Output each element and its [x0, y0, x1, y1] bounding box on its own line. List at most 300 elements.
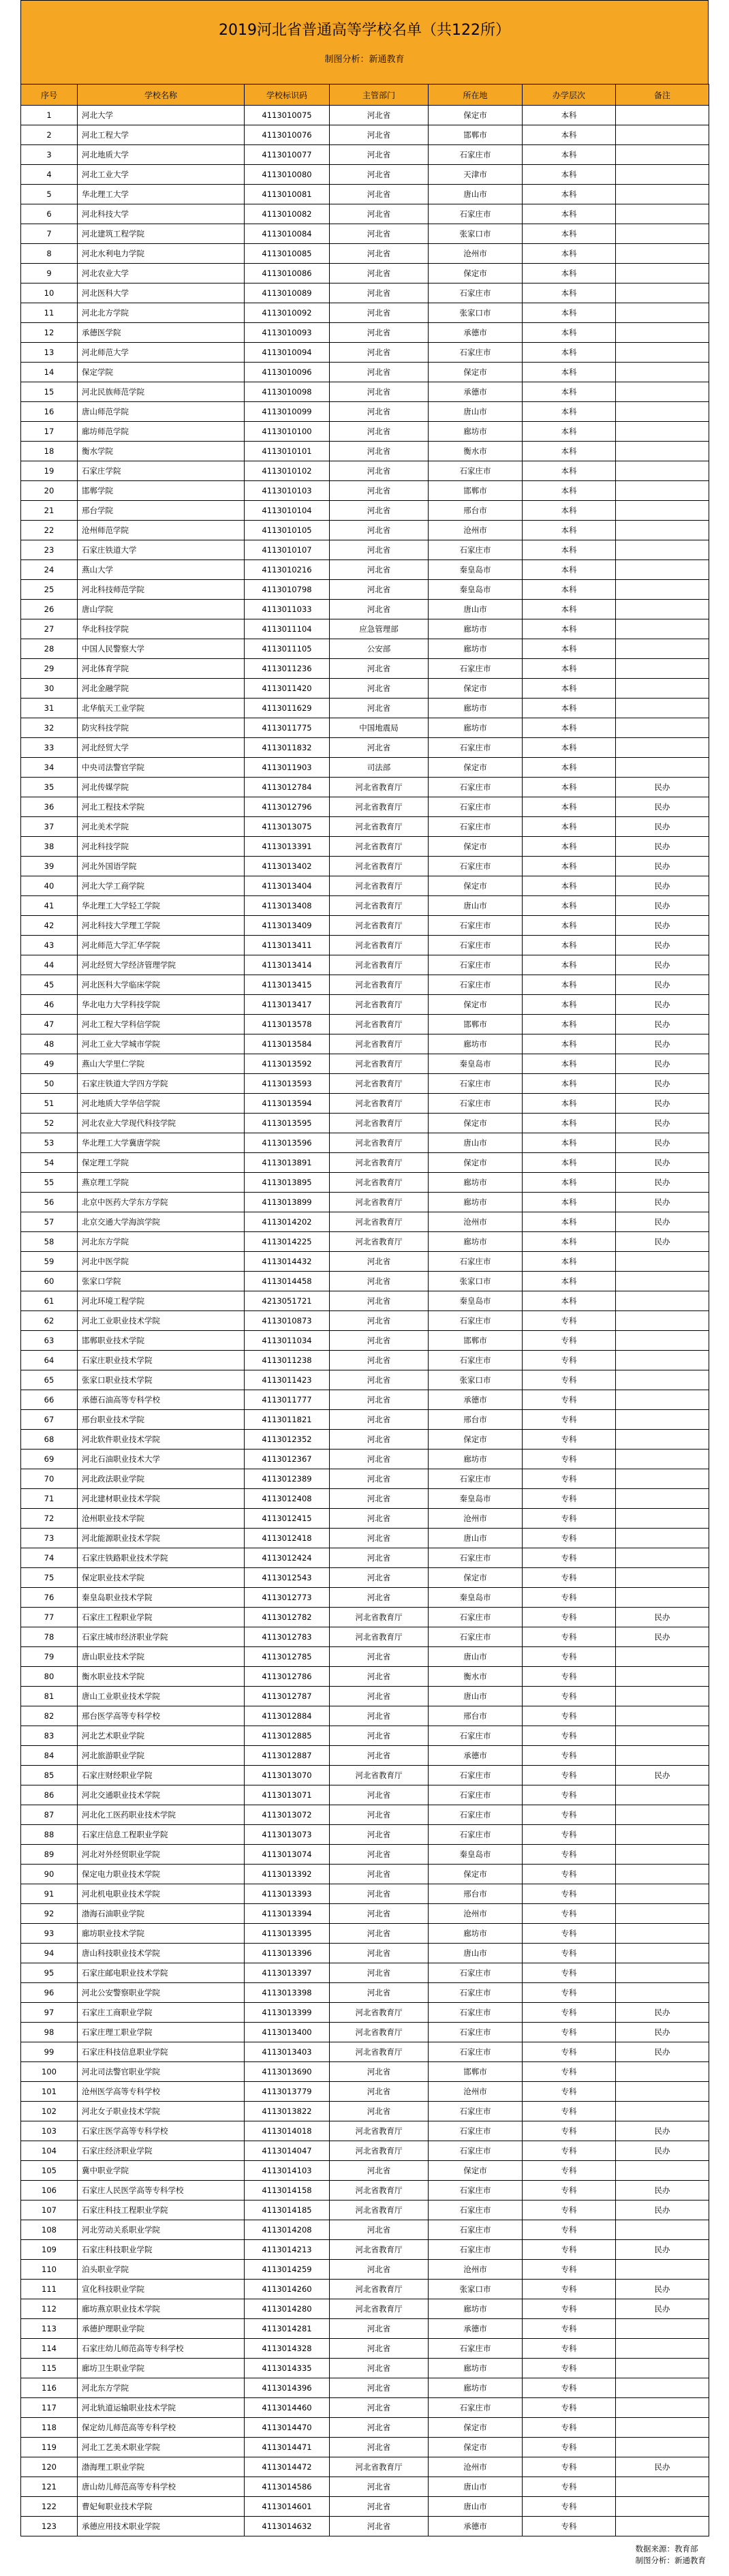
cell-department: 河北省 [330, 699, 429, 718]
cell-school-name: 河北地质大学华信学院 [78, 1094, 245, 1114]
cell-level: 专科 [523, 2023, 616, 2042]
cell-department: 河北省 [330, 165, 429, 185]
cell-department: 河北省 [330, 521, 429, 540]
cell-school-name: 燕山大学 [78, 560, 245, 580]
cell-level: 本科 [523, 264, 616, 283]
cell-department: 河北省 [330, 145, 429, 165]
table-row [21, 857, 709, 876]
cell-school-name: 承德医学院 [78, 323, 245, 343]
cell-location: 张家口市 [429, 1272, 523, 1291]
cell-index: 79 [21, 1647, 78, 1667]
cell-school-code: 4113012782 [245, 1608, 330, 1627]
cell-location: 秦皇岛市 [429, 1489, 523, 1509]
cell-remark: 民办 [616, 1074, 709, 1094]
cell-location: 张家口市 [429, 224, 523, 244]
cell-remark: 民办 [616, 1034, 709, 1054]
cell-department: 河北省教育厅 [330, 1608, 429, 1627]
cell-location: 廊坊市 [429, 1232, 523, 1252]
table-row [21, 1548, 709, 1568]
cell-school-name: 河北能源职业技术学院 [78, 1529, 245, 1548]
cell-school-name: 河北水利电力学院 [78, 244, 245, 264]
cell-department: 河北省教育厅 [330, 876, 429, 896]
cell-index: 1 [21, 106, 78, 125]
footer-analysis: 制图分析：新通教育 [635, 2556, 706, 2565]
cell-school-name: 承德应用技术职业学院 [78, 2517, 245, 2536]
table-row [21, 461, 709, 481]
cell-index: 121 [21, 2477, 78, 2497]
cell-index: 82 [21, 1706, 78, 1726]
cell-location: 石家庄市 [429, 1608, 523, 1627]
cell-school-code: 4113010082 [245, 204, 330, 224]
table-row [21, 2003, 709, 2023]
table-row [21, 718, 709, 738]
cell-index: 69 [21, 1450, 78, 1469]
cell-level: 专科 [523, 2062, 616, 2082]
cell-remark [616, 1370, 709, 1390]
cell-level: 本科 [523, 145, 616, 165]
cell-location: 保定市 [429, 363, 523, 382]
cell-department: 河北省教育厅 [330, 1173, 429, 1193]
cell-school-name: 石家庄科技职业学院 [78, 2240, 245, 2260]
cell-level: 本科 [523, 817, 616, 837]
cell-department: 河北省教育厅 [330, 1015, 429, 1034]
table-row [21, 1074, 709, 1094]
cell-department: 河北省 [330, 343, 429, 363]
table-row [21, 2201, 709, 2220]
cell-department: 河北省 [330, 679, 429, 699]
cell-department: 河北省 [330, 1430, 429, 1450]
cell-remark: 民办 [616, 2003, 709, 2023]
cell-remark [616, 639, 709, 659]
cell-location: 石家庄市 [429, 955, 523, 975]
cell-level: 本科 [523, 639, 616, 659]
cell-level: 本科 [523, 699, 616, 718]
cell-department: 河北省 [330, 1785, 429, 1805]
cell-remark [616, 1865, 709, 1884]
table-row [21, 1291, 709, 1311]
table-row [21, 1034, 709, 1054]
cell-school-code: 4113012408 [245, 1489, 330, 1509]
cell-school-name: 北京中医药大学东方学院 [78, 1193, 245, 1212]
cell-school-code: 4113014471 [245, 2438, 330, 2457]
cell-index: 90 [21, 1865, 78, 1884]
cell-level: 专科 [523, 2457, 616, 2477]
cell-level: 专科 [523, 2378, 616, 2398]
cell-location: 石家庄市 [429, 2398, 523, 2418]
cell-location: 唐山市 [429, 1133, 523, 1153]
cell-level: 专科 [523, 1904, 616, 1924]
school-table [20, 84, 709, 2536]
cell-level: 本科 [523, 1074, 616, 1094]
cell-school-code: 4113013073 [245, 1825, 330, 1845]
cell-remark [616, 718, 709, 738]
cell-school-code: 4113014280 [245, 2299, 330, 2319]
cell-department: 司法部 [330, 758, 429, 778]
cell-department: 河北省 [330, 1351, 429, 1370]
cell-school-name: 石家庄科技工程职业学院 [78, 2201, 245, 2220]
table-row [21, 1963, 709, 1983]
table-row [21, 2141, 709, 2161]
cell-index: 93 [21, 1924, 78, 1944]
cell-level: 本科 [523, 382, 616, 402]
cell-level: 专科 [523, 2141, 616, 2161]
cell-level: 本科 [523, 560, 616, 580]
cell-location: 石家庄市 [429, 975, 523, 995]
cell-department: 河北省 [330, 1370, 429, 1390]
cell-index: 73 [21, 1529, 78, 1548]
table-row [21, 1825, 709, 1845]
cell-department: 河北省 [330, 540, 429, 560]
cell-remark [616, 2339, 709, 2359]
table-row [21, 1351, 709, 1370]
cell-index: 40 [21, 876, 78, 896]
cell-school-name: 华北理工大学冀唐学院 [78, 1133, 245, 1153]
table-row [21, 778, 709, 797]
cell-location: 邢台市 [429, 501, 523, 521]
cell-level: 本科 [523, 955, 616, 975]
cell-school-name: 唐山职业技术学院 [78, 1647, 245, 1667]
cell-department: 河北省 [330, 1904, 429, 1924]
cell-department: 河北省 [330, 1311, 429, 1331]
table-row [21, 363, 709, 382]
cell-school-name: 河北大学工商学院 [78, 876, 245, 896]
cell-school-code: 4113011423 [245, 1370, 330, 1390]
cell-remark [616, 185, 709, 204]
page-subtitle: 制图分析：新通教育 [324, 54, 405, 65]
cell-school-code: 4113014281 [245, 2319, 330, 2339]
cell-department: 河北省 [330, 185, 429, 204]
cell-remark [616, 1924, 709, 1944]
cell-index: 68 [21, 1430, 78, 1450]
table-row [21, 1311, 709, 1331]
cell-location: 廊坊市 [429, 2378, 523, 2398]
cell-school-name: 中央司法警官学院 [78, 758, 245, 778]
cell-location: 承德市 [429, 382, 523, 402]
cell-index: 12 [21, 323, 78, 343]
cell-remark: 民办 [616, 936, 709, 955]
cell-index: 103 [21, 2121, 78, 2141]
cell-remark [616, 699, 709, 718]
cell-index: 96 [21, 1983, 78, 2003]
cell-location: 保定市 [429, 1153, 523, 1173]
cell-remark: 民办 [616, 975, 709, 995]
cell-school-name: 燕山大学里仁学院 [78, 1054, 245, 1074]
cell-index: 99 [21, 2042, 78, 2062]
cell-level: 本科 [523, 283, 616, 303]
cell-index: 63 [21, 1331, 78, 1351]
cell-level: 本科 [523, 224, 616, 244]
cell-level: 专科 [523, 2042, 616, 2062]
cell-department: 河北省教育厅 [330, 1766, 429, 1785]
cell-school-code: 4113014470 [245, 2418, 330, 2438]
table-row [21, 1944, 709, 1963]
cell-department: 河北省 [330, 659, 429, 679]
cell-school-name: 河北公安警察职业学院 [78, 1983, 245, 2003]
cell-department: 河北省教育厅 [330, 955, 429, 975]
cell-school-name: 石家庄工商职业学院 [78, 2003, 245, 2023]
cell-remark [616, 600, 709, 619]
cell-level: 本科 [523, 1153, 616, 1173]
cell-school-code: 4113013399 [245, 2003, 330, 2023]
cell-department: 河北省 [330, 402, 429, 422]
cell-location: 衡水市 [429, 1667, 523, 1687]
table-row [21, 2280, 709, 2299]
cell-location: 石家庄市 [429, 2181, 523, 2201]
cell-school-name: 廊坊职业技术学院 [78, 1924, 245, 1944]
cell-department: 河北省 [330, 501, 429, 521]
table-row [21, 1766, 709, 1785]
cell-department: 河北省 [330, 2260, 429, 2280]
cell-remark: 民办 [616, 2141, 709, 2161]
cell-location: 石家庄市 [429, 204, 523, 224]
cell-level: 专科 [523, 2003, 616, 2023]
cell-school-code: 4113013411 [245, 936, 330, 955]
cell-department: 河北省教育厅 [330, 778, 429, 797]
cell-school-name: 石家庄邮电职业技术学院 [78, 1963, 245, 1983]
cell-index: 32 [21, 718, 78, 738]
cell-school-name: 保定理工学院 [78, 1153, 245, 1173]
cell-index: 109 [21, 2240, 78, 2260]
table-row [21, 521, 709, 540]
table-row [21, 283, 709, 303]
table-row [21, 679, 709, 699]
cell-department: 河北省教育厅 [330, 2240, 429, 2260]
cell-school-name: 石家庄经济职业学院 [78, 2141, 245, 2161]
cell-remark [616, 204, 709, 224]
cell-level: 本科 [523, 857, 616, 876]
cell-department: 河北省 [330, 1390, 429, 1410]
cell-index: 35 [21, 778, 78, 797]
cell-index: 108 [21, 2220, 78, 2240]
cell-school-code: 4113013398 [245, 1983, 330, 2003]
cell-remark: 民办 [616, 1015, 709, 1034]
cell-school-code: 4113013779 [245, 2082, 330, 2102]
cell-level: 专科 [523, 1430, 616, 1450]
cell-remark [616, 2319, 709, 2339]
cell-school-code: 4113013408 [245, 896, 330, 916]
cell-level: 专科 [523, 1608, 616, 1627]
table-row [21, 1153, 709, 1173]
cell-index: 38 [21, 837, 78, 857]
cell-school-code: 4113013592 [245, 1054, 330, 1074]
cell-school-code: 4113013690 [245, 2062, 330, 2082]
cell-location: 唐山市 [429, 1647, 523, 1667]
cell-department: 河北省教育厅 [330, 2201, 429, 2220]
cell-school-code: 4113014185 [245, 2201, 330, 2220]
cell-remark [616, 1963, 709, 1983]
cell-department: 河北省教育厅 [330, 916, 429, 936]
cell-location: 廊坊市 [429, 1924, 523, 1944]
cell-level: 本科 [523, 580, 616, 600]
cell-index: 33 [21, 738, 78, 758]
cell-level: 本科 [523, 204, 616, 224]
cell-location: 唐山市 [429, 185, 523, 204]
cell-index: 20 [21, 481, 78, 501]
cell-level: 本科 [523, 679, 616, 699]
cell-school-code: 4113014103 [245, 2161, 330, 2181]
column-header-department: 主管部门 [330, 85, 429, 106]
table-row [21, 1667, 709, 1687]
cell-level: 专科 [523, 1924, 616, 1944]
cell-school-name: 河北传媒学院 [78, 778, 245, 797]
cell-school-name: 曹妃甸职业技术学院 [78, 2497, 245, 2517]
table-row [21, 1726, 709, 1746]
cell-location: 秦皇岛市 [429, 1291, 523, 1311]
cell-remark [616, 125, 709, 145]
cell-level: 专科 [523, 2477, 616, 2497]
cell-level: 本科 [523, 1173, 616, 1193]
cell-location: 廊坊市 [429, 1450, 523, 1469]
cell-remark [616, 2359, 709, 2378]
cell-school-code: 4113013578 [245, 1015, 330, 1034]
cell-school-name: 河北农业大学现代科技学院 [78, 1114, 245, 1133]
cell-level: 本科 [523, 1114, 616, 1133]
cell-index: 57 [21, 1212, 78, 1232]
cell-level: 本科 [523, 738, 616, 758]
cell-index: 102 [21, 2102, 78, 2121]
cell-department: 河北省 [330, 1865, 429, 1884]
cell-location: 石家庄市 [429, 916, 523, 936]
table-row [21, 955, 709, 975]
cell-location: 廊坊市 [429, 2299, 523, 2319]
cell-location: 邢台市 [429, 1706, 523, 1726]
cell-index: 65 [21, 1370, 78, 1390]
cell-school-name: 邢台学院 [78, 501, 245, 521]
cell-index: 10 [21, 283, 78, 303]
table-row [21, 145, 709, 165]
cell-remark: 民办 [616, 1608, 709, 1627]
cell-school-code: 4213051721 [245, 1291, 330, 1311]
cell-remark: 民办 [616, 817, 709, 837]
cell-location: 唐山市 [429, 2497, 523, 2517]
cell-location: 秦皇岛市 [429, 1054, 523, 1074]
cell-index: 22 [21, 521, 78, 540]
cell-location: 石家庄市 [429, 1252, 523, 1272]
cell-location: 保定市 [429, 2161, 523, 2181]
column-header-location: 所在地 [429, 85, 523, 106]
cell-location: 张家口市 [429, 303, 523, 323]
cell-level: 本科 [523, 363, 616, 382]
cell-location: 邯郸市 [429, 125, 523, 145]
cell-level: 本科 [523, 975, 616, 995]
cell-school-code: 4113014018 [245, 2121, 330, 2141]
cell-index: 7 [21, 224, 78, 244]
table-row [21, 2517, 709, 2536]
cell-index: 114 [21, 2339, 78, 2359]
cell-school-name: 河北对外经贸职业学院 [78, 1845, 245, 1865]
cell-remark [616, 422, 709, 442]
cell-location: 承德市 [429, 2319, 523, 2339]
cell-school-name: 河北工程大学 [78, 125, 245, 145]
cell-school-name: 华北理工大学 [78, 185, 245, 204]
cell-remark [616, 303, 709, 323]
cell-school-code: 4113012884 [245, 1706, 330, 1726]
cell-remark [616, 481, 709, 501]
cell-school-code: 4113012786 [245, 1667, 330, 1687]
cell-level: 本科 [523, 619, 616, 639]
cell-department: 河北省 [330, 1548, 429, 1568]
cell-remark [616, 1884, 709, 1904]
table-row [21, 1529, 709, 1548]
cell-school-code: 4113010099 [245, 402, 330, 422]
cell-department: 河北省 [330, 303, 429, 323]
cell-location: 唐山市 [429, 600, 523, 619]
cell-school-code: 4113012389 [245, 1469, 330, 1489]
table-row [21, 619, 709, 639]
cell-location: 保定市 [429, 106, 523, 125]
cell-level: 本科 [523, 1272, 616, 1291]
cell-department: 河北省 [330, 1331, 429, 1351]
cell-level: 专科 [523, 1370, 616, 1390]
cell-school-name: 唐山学院 [78, 600, 245, 619]
cell-level: 本科 [523, 442, 616, 461]
cell-school-name: 河北工业大学 [78, 165, 245, 185]
cell-location: 衡水市 [429, 442, 523, 461]
table-row [21, 600, 709, 619]
cell-school-code: 4113014213 [245, 2240, 330, 2260]
cell-location: 石家庄市 [429, 343, 523, 363]
cell-school-code: 4113011821 [245, 1410, 330, 1430]
cell-level: 专科 [523, 1331, 616, 1351]
cell-school-name: 河北东方学院 [78, 1232, 245, 1252]
table-row [21, 1410, 709, 1430]
table-row [21, 1370, 709, 1390]
cell-remark: 民办 [616, 2181, 709, 2201]
table-row [21, 2438, 709, 2457]
cell-location: 廊坊市 [429, 718, 523, 738]
cell-index: 95 [21, 1963, 78, 1983]
cell-school-code: 4113012543 [245, 1568, 330, 1588]
cell-location: 邯郸市 [429, 481, 523, 501]
cell-school-code: 4113011236 [245, 659, 330, 679]
cell-department: 河北省教育厅 [330, 1034, 429, 1054]
cell-school-name: 石家庄铁道大学四方学院 [78, 1074, 245, 1094]
cell-department: 河北省 [330, 2398, 429, 2418]
cell-remark [616, 323, 709, 343]
cell-level: 专科 [523, 2418, 616, 2438]
table-header-row [21, 85, 709, 106]
cell-remark [616, 145, 709, 165]
cell-school-name: 秦皇岛职业技术学院 [78, 1588, 245, 1608]
cell-school-code: 4113010096 [245, 363, 330, 382]
cell-location: 廊坊市 [429, 422, 523, 442]
cell-school-name: 石家庄理工职业学院 [78, 2023, 245, 2042]
cell-school-name: 河北交通职业技术学院 [78, 1785, 245, 1805]
cell-remark: 民办 [616, 1232, 709, 1252]
cell-location: 天津市 [429, 165, 523, 185]
cell-index: 23 [21, 540, 78, 560]
cell-remark: 民办 [616, 2201, 709, 2220]
table-row [21, 817, 709, 837]
cell-remark [616, 1785, 709, 1805]
cell-remark: 民办 [616, 916, 709, 936]
cell-department: 河北省 [330, 560, 429, 580]
cell-index: 3 [21, 145, 78, 165]
cell-level: 专科 [523, 1687, 616, 1706]
cell-index: 106 [21, 2181, 78, 2201]
table-row [21, 936, 709, 955]
cell-school-code: 4113010104 [245, 501, 330, 521]
cell-location: 石家庄市 [429, 2339, 523, 2359]
cell-department: 河北省教育厅 [330, 837, 429, 857]
table-row [21, 264, 709, 283]
cell-department: 河北省教育厅 [330, 2280, 429, 2299]
cell-school-name: 唐山工业职业技术学院 [78, 1687, 245, 1706]
cell-index: 101 [21, 2082, 78, 2102]
cell-school-code: 4113013394 [245, 1904, 330, 1924]
cell-school-code: 4113013596 [245, 1133, 330, 1153]
cell-remark [616, 2260, 709, 2280]
